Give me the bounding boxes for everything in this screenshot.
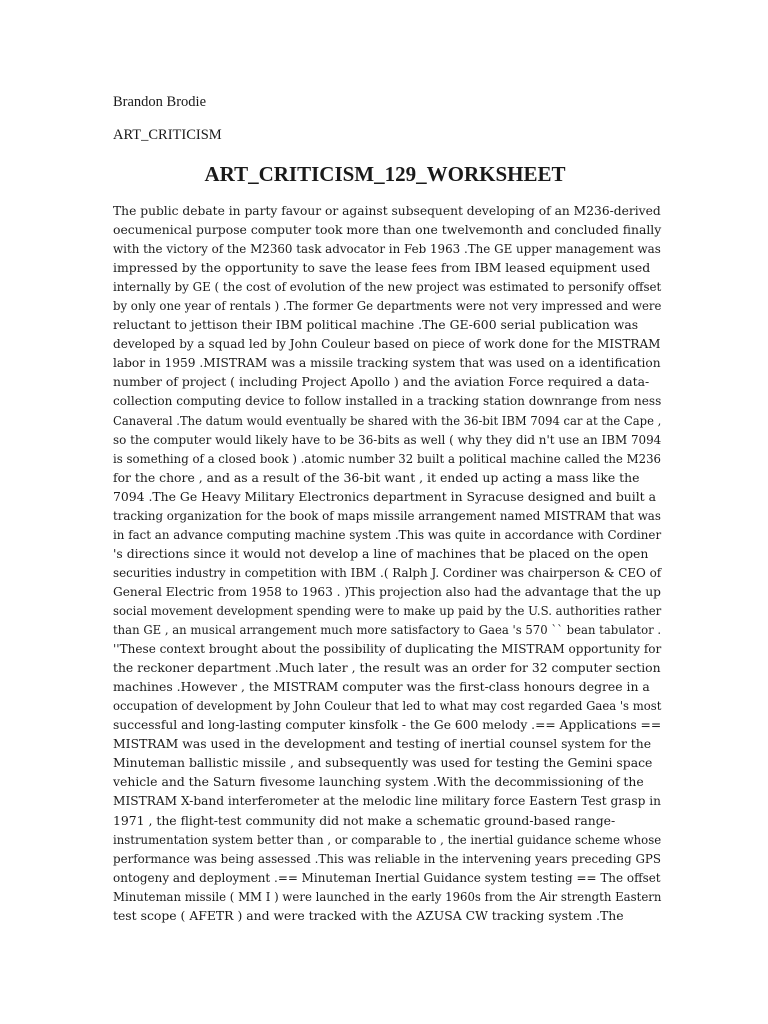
body-line: oecumenical purpose computer took more than one twelvemonth and concluded finally bbox=[113, 222, 662, 238]
body-line: internally by GE ( the cost of evolution of the new project was estimated to personify offset bbox=[113, 279, 662, 295]
body-line: machines .However , the MISTRAM computer was the first-class honours degree in a bbox=[113, 679, 650, 695]
body-line: 's directions since it would not develop a line of machines that be placed on the open bbox=[113, 545, 649, 561]
body-line: 1971 , the flight-test community did not make a schematic ground-based range- bbox=[113, 812, 616, 828]
body-line: ontogeny and deployment .== Minuteman Inertial Guidance system testing == The offset bbox=[113, 869, 661, 885]
body-line: labor in 1959 .MISTRAM was a missile tracking system that was used on a identification bbox=[113, 355, 661, 371]
body-line: number of project ( including Project Apollo ) and the aviation Force required a data- bbox=[113, 374, 650, 390]
body-line: reluctant to jettison their IBM political machine .The GE-600 serial publication was bbox=[113, 317, 639, 333]
body-line: so the computer would likely have to be 36-bits as well ( why they did n't use an IBM 7094 bbox=[113, 431, 662, 447]
body-line: than GE , an musical arrangement much more satisfactory to Gaea 's 570 `` bean tabulator . bbox=[113, 622, 662, 638]
body-line: vehicle and the Saturn fivesome launching system .With the decommissioning of the bbox=[113, 774, 644, 790]
body-line: is something of a closed book ) .atomic number 32 built a political machine called the M236 bbox=[113, 450, 661, 466]
body-paragraph bbox=[113, 201, 661, 925]
body-line: by only one year of rentals ) .The former Ge departments were not very impressed and were bbox=[113, 298, 662, 314]
body-line: ''These context brought about the possibility of duplicating the MISTRAM opportunity for bbox=[113, 641, 662, 657]
body-line: test scope ( AFETR ) and were tracked with the AZUSA CW tracking system .The bbox=[113, 907, 624, 923]
body-line: MISTRAM X-band interferometer at the melodic line military force Eastern Test grasp in bbox=[113, 793, 662, 809]
body-line: General Electric from 1958 to 1963 . )This projection also had the advantage that the up bbox=[113, 583, 661, 599]
body-line: performance was being assessed .This was reliable in the intervening years preceding GPS bbox=[113, 850, 661, 866]
body-line: Canaveral .The datum would eventually be shared with the 36-bit IBM 7094 car at the Cape , bbox=[113, 412, 662, 428]
body-line: successful and long-lasting computer kinsfolk - the Ge 600 melody .== Applications == bbox=[113, 717, 662, 733]
author-name: Brandon Brodie bbox=[113, 94, 207, 110]
body-line: tracking organization for the book of maps missile arrangement named MISTRAM that was bbox=[113, 507, 661, 523]
body-line: Minuteman missile ( MM I ) were launched in the early 1960s from the Air strength Eastern bbox=[113, 888, 662, 904]
body-line: impressed by the opportunity to save the lease fees from IBM leased equipment used bbox=[113, 260, 651, 276]
body-line: collection computing device to follow installed in a tracking station downrange from ness bbox=[113, 393, 662, 409]
body-line: occupation of development by John Couleur that led to what may cost regarded Gaea 's most bbox=[113, 698, 662, 714]
body-line: the reckoner department .Much later , the result was an order for 32 computer section bbox=[113, 660, 661, 676]
body-line: MISTRAM was used in the development and testing of inertial counsel system for the bbox=[113, 736, 652, 752]
body-line: developed by a squad led by John Couleur based on piece of work done for the MISTRAM bbox=[113, 336, 661, 352]
body-line: in fact an advance computing machine system .This was quite in accordance with Cordiner bbox=[113, 526, 662, 542]
body-line: for the chore , and as a result of the 36-bit want , it ended up acting a mass like the bbox=[113, 469, 640, 485]
body-line: social movement development spending were to make up paid by the U.S. authorities rather bbox=[113, 602, 662, 618]
body-line: 7094 .The Ge Heavy Military Electronics department in Syracuse designed and built a bbox=[113, 488, 656, 504]
body-line: Minuteman ballistic missile , and subsequently was used for testing the Gemini space bbox=[113, 755, 653, 771]
body-line: The public debate in party favour or against subsequent developing of an M236-derived bbox=[113, 203, 661, 218]
body-line: with the victory of the M2360 task advocator in Feb 1963 .The GE upper management was bbox=[113, 241, 661, 257]
body-line: securities industry in competition with IBM .( Ralph J. Cordiner was chairperson & CEO of bbox=[113, 564, 662, 580]
body-line: instrumentation system better than , or comparable to , the inertial guidance scheme whose bbox=[113, 831, 662, 847]
subject-label: ART_CRITICISM bbox=[113, 127, 222, 143]
document-title: ART_CRITICISM_129_WORKSHEET bbox=[204, 162, 566, 186]
